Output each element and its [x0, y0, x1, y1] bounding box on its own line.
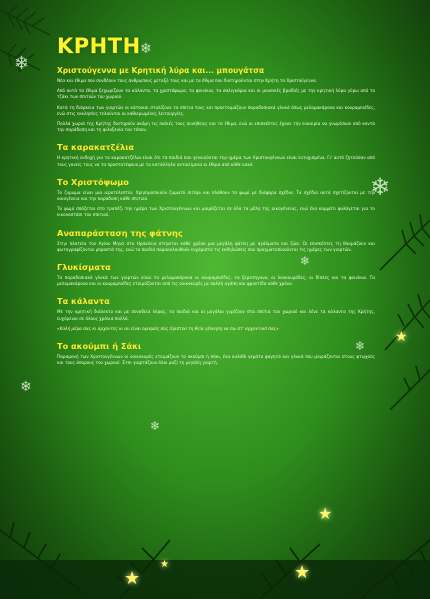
fir-branch-top-left-icon: [0, 0, 60, 90]
section-heading: Το Χριστόψωμο: [57, 176, 129, 187]
section-heading: Τα καρακατζέλια: [57, 142, 135, 153]
fir-branches-bottom-icon: [0, 500, 430, 599]
section-kalanta: [57, 296, 375, 332]
section-heading: Αναπαράσταση της φάτνης: [57, 227, 183, 238]
section-glykismata: [57, 262, 375, 287]
snowflake-icon: ❄: [355, 339, 366, 353]
section-heading: Το ακούμπι ή Σάκι: [57, 341, 142, 352]
section-heading: Τα κάλαντα: [57, 296, 110, 307]
section-karakatzelia: [57, 142, 375, 167]
article: [57, 34, 375, 370]
section-paragraph: Πολλά χωριά της Κρήτης διατηρούν ακόμη τις παλιές τους συνήθειες και τα έθιμα, ενώ οι επισκέπτες έχουν την ευκαιρία να γνωρίσουν από κοντά την παράδοση και τη φιλοξενία του τόπου.: [57, 121, 375, 133]
section-paragraph: Από αυτά τα έθιμα ξεχωρίζουν τα κάλαντα, τα χριστόψωμα, τα φοινίκια, τα σαλιγκάρια και οι μουσικές βραδιές με την κρητική λύρα γύρω από το τζάκι των σπιτιών του χωριού.: [57, 88, 375, 100]
snowflake-icon: ❄: [140, 41, 152, 57]
snowflake-icon: ❄: [14, 53, 30, 74]
star-icon: ★: [160, 559, 169, 570]
snowflake-icon: ❄: [20, 379, 32, 395]
section-paragraph: Στην πλατεία του Αγίου Μηνά στο Ηράκλειο στήνεται κάθε χρόνο μια μεγάλη φάτνη με αγάλματα και ζώα. Οι επισκέπτες τη θαυμάζουν και φωτογραφίζονται μπροστά της, ενώ τα παιδιά παρακολουθούν ευχάριστα τις εκδηλώσεις που πραγματοποιούνται τις ημέρες των γιορτών.: [57, 240, 375, 252]
star-icon: ★: [318, 504, 333, 523]
section-akoumpi: [57, 341, 375, 366]
section-heading: Γλυκίσματα: [57, 262, 111, 273]
section-paragraph: Το ψωμί σπάζεται στο τραπέζι την ημέρα των Χριστουγέννων και μοιράζεται σε όλα τα μέλη της οικογένειας, ενώ ένα κομμάτι φυλάγεται για το εικονοστάσι του σπιτιού.: [57, 206, 375, 218]
section-paragraph: Νέα και έθιμα που συνδέουν τους άνθρωπους μεταξύ τους και με τα έθιμα που διατηρούνται στην Κρήτη τα Χριστούγεννα.: [57, 78, 318, 83]
section-paragraph: Η κρητική εκδοχή για τα καρακατζέλια είναι ότι τα παιδιά που γεννιούνται την ημέρα των Χριστουγέννων είναι ευτυχισμένα. Γι' αυτό ζητούσαν από τους γονείς τους να τα προστατέψουν με τα κατάλληλα αντικείμενα κι έθιμα από κάθε κακό.: [57, 155, 375, 167]
snowflake-icon: ❄: [150, 419, 161, 433]
kalanta-quote: «Καλή μέρα σας κι άρχοντες κι αν είναι ορισμός σας Χριστού τη θεία γέννηση να πω στ' αρχοντικό σας»: [57, 325, 279, 331]
section-intro: [57, 66, 375, 133]
section-paragraph: Το ζυμωμα είναι μια ιεροτελεστία. Χρησιμοποιούν ζυμωτό σιτάρι και πλάθουν το ψωμί με διάφορα σχέδια. Τα σχέδια αυτά σχετίζονται με την οικογένεια και την παράδοση κάθε σπιτιού.: [57, 189, 375, 202]
section-fatni: [57, 228, 375, 253]
section-paragraph: Με την κρητική διάλεκτο και με συνοδεία λύρας, τα παιδιά και οι μεγάλοι γυρίζουν στα σπίτια του χωριού και λένε τα κάλαντα της Κρήτης, ευχόμενοι σε όλους χρόνια πολλά.: [57, 309, 375, 321]
star-icon: ★: [294, 562, 311, 583]
snowflake-icon: ❄: [370, 173, 391, 201]
section-christopsomo: [57, 177, 375, 219]
page-title: ΚΡΗΤΗ: [57, 34, 141, 58]
section-paragraph: Τα παραδοσιακά γλυκά των γιορτών είναι τα μελομακάρονα οι κουραμπιέδες, τα ξεροτήγανα, οι λουκουμάδες, οι δίπλες και τα φοινίκια. Τα μελομακάρονα και οι κουραμπιέδες ετοιμάζονται από τις νοικοκυρές με πολλή αγάπη και φροντίδα κάθε χρόνο.: [57, 275, 375, 287]
section-heading: Χριστούγεννα με Κρητική λύρα και... μπουγάτσα: [57, 66, 265, 75]
star-icon: ★: [395, 329, 408, 345]
section-paragraph: Κατά τη διάρκεια των γιορτών οι κάτοικοι στολίζουν τα σπίτια τους και προετοιμάζουν παραδοσιακά γλυκά όπως μελομακάρονα και κουραμπιέδες, ενώ στις εκκλησίες τελούνται οι καθιερωμένες λειτουργίες.: [57, 104, 375, 116]
section-paragraph: Παραμονή των Χριστουγέννων οι νοικοκυρές ετοιμάζουν το ακούμπι ή σάκι, ένα καλάθι γεμάτο φαγητά και γλυκά που μοιράζονται στους φτωχούς και τους άπορους του χωριού. Έτσι γιορτάζουν όλοι μαζί τη μεγάλη γιορτή.: [57, 354, 375, 366]
snowflake-icon: ❄: [300, 254, 311, 268]
star-icon: ★: [124, 568, 141, 589]
